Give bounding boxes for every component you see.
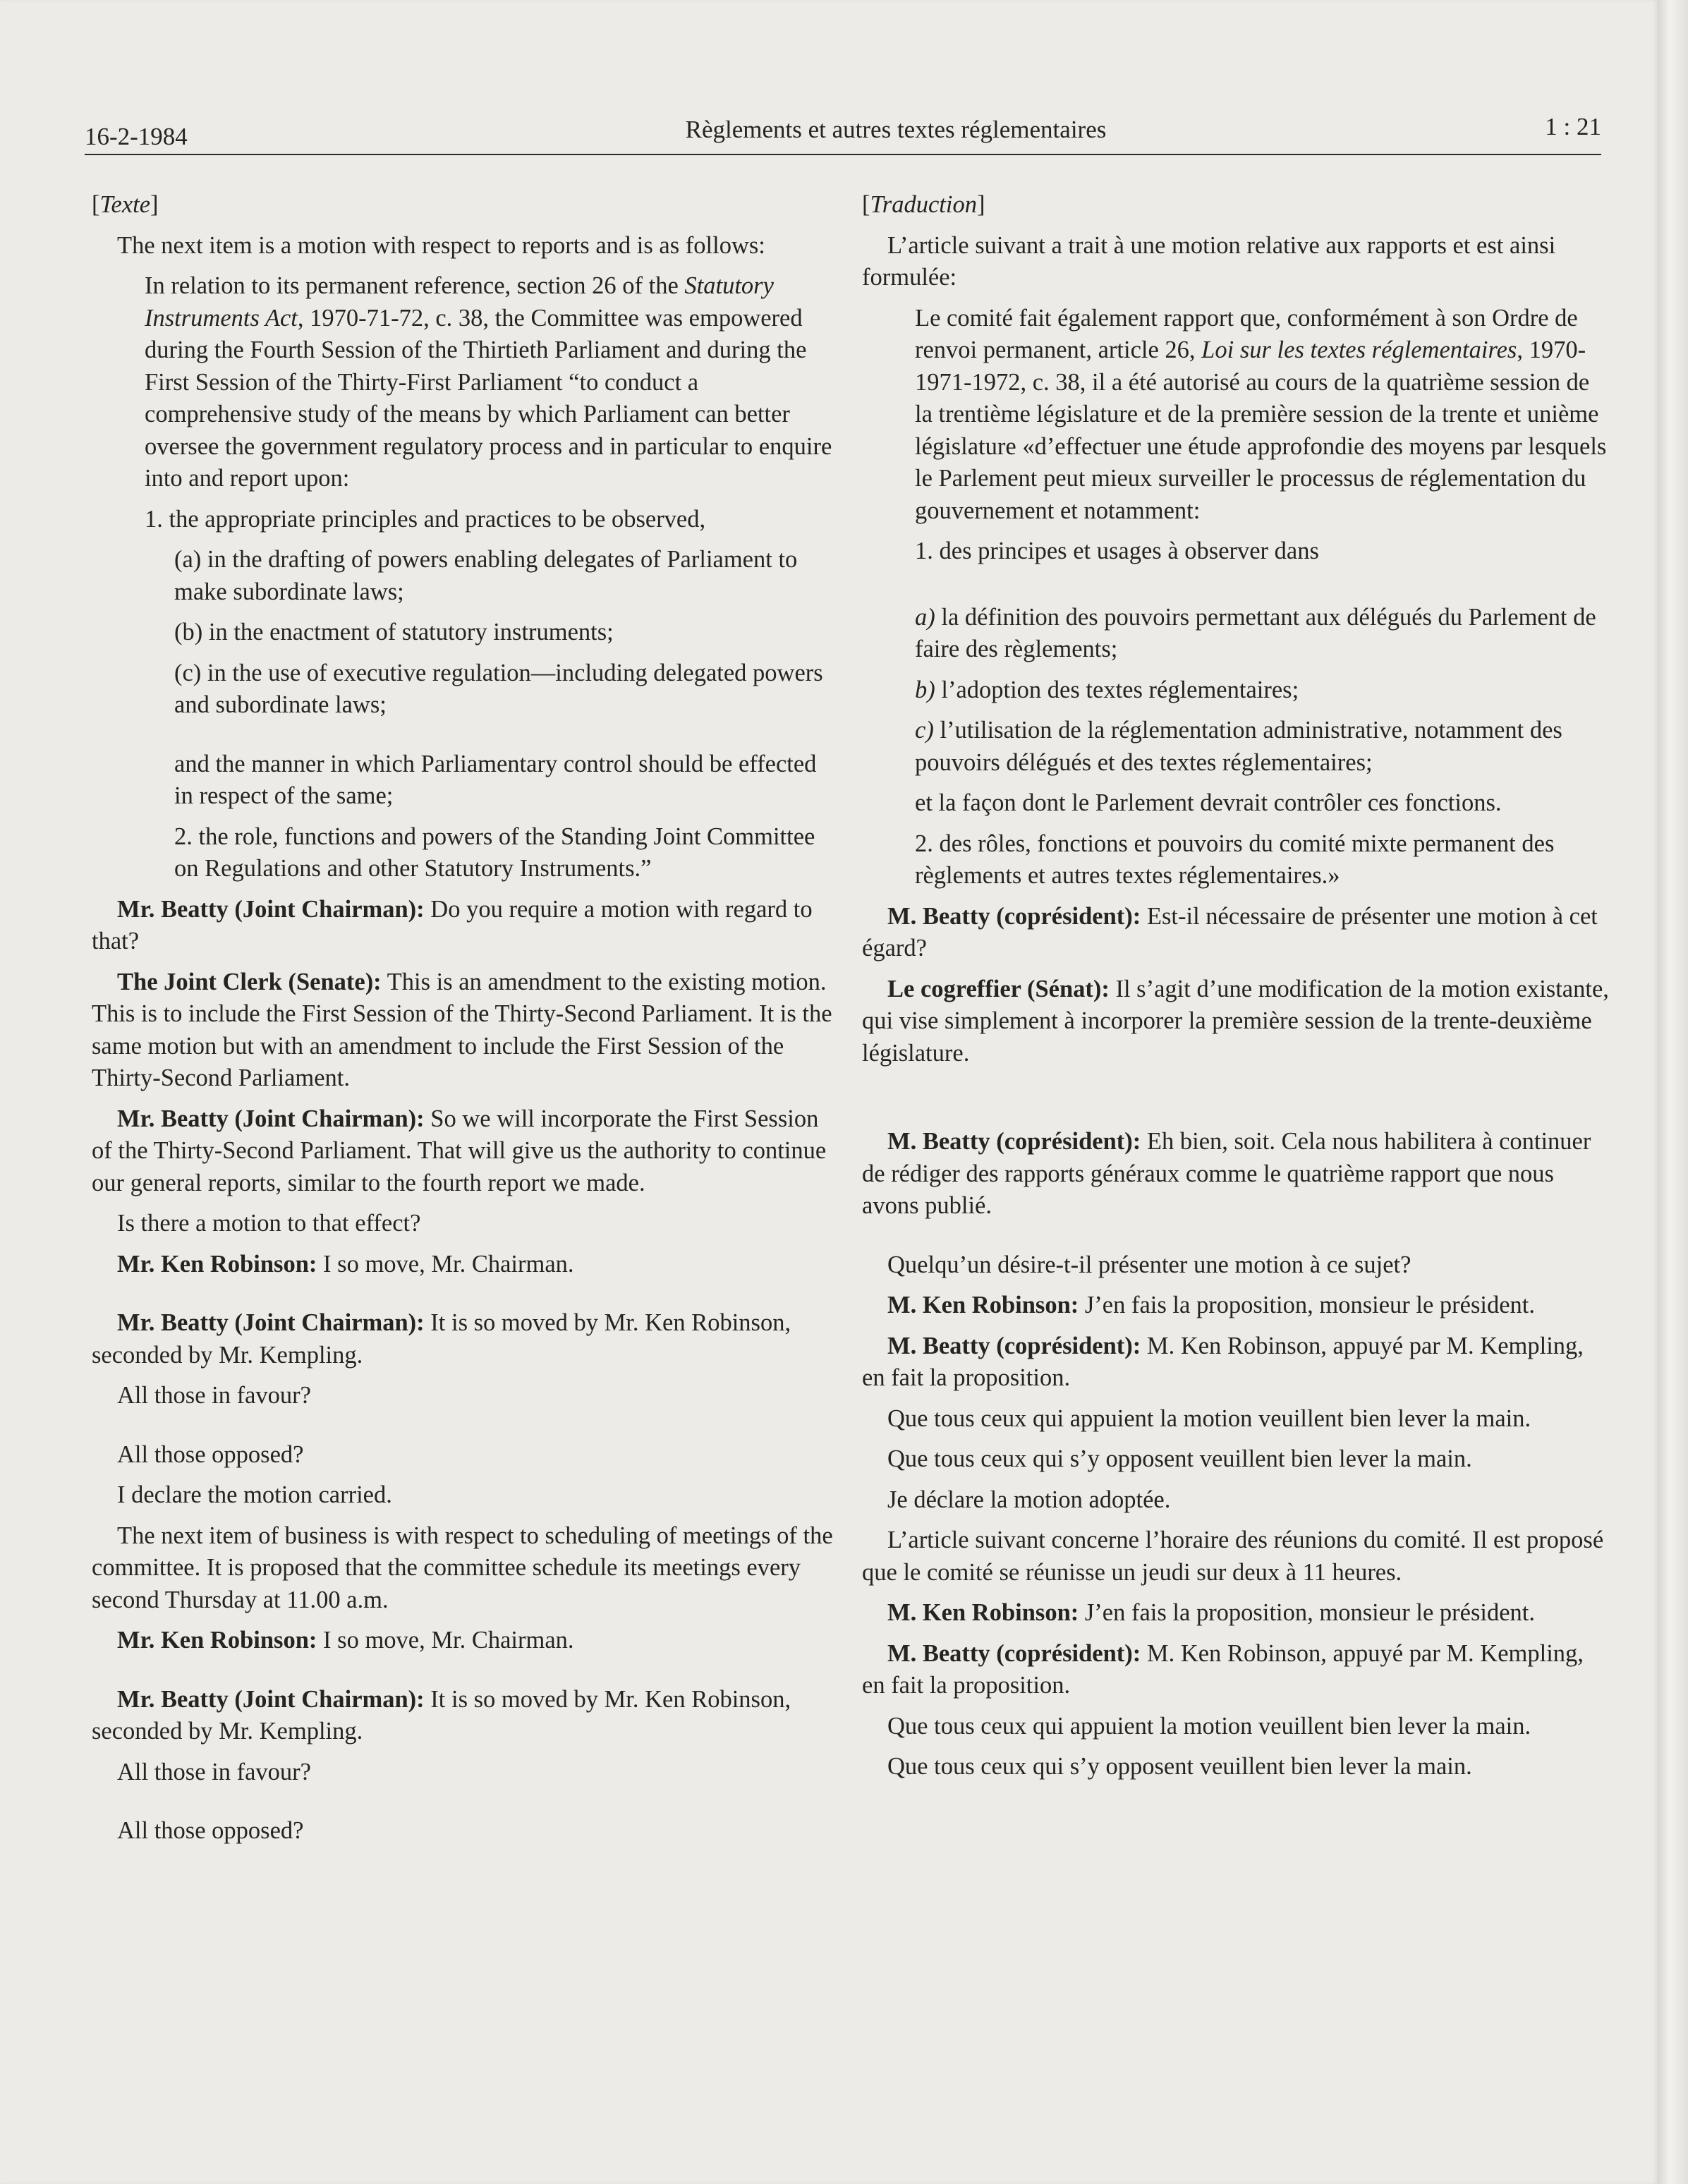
quoted-item: and the manner in which Parliamentary control should be effected in respect of the same;	[174, 750, 817, 809]
paragraph: Que tous ceux qui appuient la motion veuillent bien lever la main.	[887, 1405, 1531, 1432]
column-label: [Traduction]	[862, 191, 985, 218]
paragraph: The next item of business is with respect to scheduling of meetings of the committee. It is proposed that the committee schedule its meetings every second Thursday at 11.00 a.m.	[92, 1522, 833, 1613]
speaker-turn: Mr. Beatty (Joint Chairman): It is so moved by Mr. Ken Robinson, seconded by Mr. Kempling.	[92, 1309, 791, 1369]
paragraph: The next item is a motion with respect to reports and is as follows:	[117, 231, 765, 259]
quoted-item: 2. des rôles, fonctions et pouvoirs du comité mixte permanent des règlements et autres textes réglementaires.»	[915, 830, 1555, 889]
quoted-item: b) l’adoption des textes réglementaires;	[915, 676, 1299, 703]
speaker-turn: Mr. Beatty (Joint Chairman): It is so moved by Mr. Ken Robinson, seconded by Mr. Kempling.	[92, 1685, 791, 1745]
speaker-turn: Mr. Ken Robinson: I so move, Mr. Chairman.	[117, 1250, 574, 1278]
quoted-item: 1. des principes et usages à observer dans	[915, 538, 1319, 564]
header-rule	[85, 154, 1601, 155]
quoted-item: (b) in the enactment of statutory instruments;	[174, 619, 614, 645]
speaker-turn: M. Ken Robinson: J’en fais la proposition, monsieur le président.	[887, 1599, 1535, 1626]
paragraph: Que tous ceux qui appuient la motion veuillent bien lever la main.	[887, 1712, 1531, 1740]
speaker-turn: The Joint Clerk (Senate): This is an amendment to the existing motion. This is to include the First Session of the Thirty-Second Parliament. It is the same motion but with an amendment to include the First Session of the Thirty-Second Parliament.	[92, 968, 832, 1091]
quoted-item: c) l’utilisation de la réglementation administrative, notamment des pouvoirs délégués et des textes réglementaires;	[915, 717, 1562, 776]
speaker-turn: Mr. Beatty (Joint Chairman): Do you require a motion with regard to that?	[92, 895, 813, 954]
speaker-turn: M. Ken Robinson: J’en fais la proposition, monsieur le président.	[887, 1292, 1535, 1318]
paragraph: All those in favour?	[117, 1382, 311, 1409]
running-header	[85, 113, 1601, 155]
speaker-turn: Mr. Ken Robinson: I so move, Mr. Chairman.	[117, 1627, 574, 1654]
quoted-reference: Le comité fait également rapport que, conformément à son Ordre de renvoi permanent, article 26, Loi sur les textes réglementaires, 1970-1971-1972, c. 38, il a été autorisé au cours de la quatrième session de la trentième législature et de la première session de la trente et unième législature «d’effectuer une étude approfondie des moyens par lesquels le Parlement peut mieux surveiller le processus de réglementation du gouvernement et notamment:	[915, 304, 1607, 524]
quoted-item: 1. the appropriate principles and practices to be observed,	[145, 505, 706, 533]
paragraph: I declare the motion carried.	[117, 1481, 392, 1508]
paragraph: Is there a motion to that effect?	[117, 1210, 421, 1237]
paragraph: Je déclare la motion adoptée.	[887, 1486, 1171, 1513]
paragraph: Que tous ceux qui s’y opposent veuillent bien lever la main.	[887, 1753, 1472, 1780]
header-page-number: 1 : 21	[1545, 113, 1601, 140]
speaker-turn: Le cogreffier (Sénat): Il s’agit d’une modification de la motion existante, qui vise simplement à incorporer la première session de la trente-deuxième législature.	[862, 975, 1609, 1067]
english-column	[92, 189, 837, 1856]
speaker-turn: M. Beatty (coprésident): Est-il nécessaire de présenter une motion à cet égard?	[862, 902, 1598, 961]
quoted-reference: In relation to its permanent reference, section 26 of the Statutory Instruments Act, 1970-71-72, c. 38, the Committee was empowered during the Fourth Session of the Thirtieth Parliament and during the First Session of the Thirty-First Parliament “to conduct a comprehensive study of the means by which Parliament can better oversee the government regulatory process and in particular to enquire into and report upon:	[145, 272, 832, 492]
paragraph: L’article suivant a trait à une motion relative aux rapports et est ainsi formulée:	[862, 231, 1556, 291]
column-label: [Texte]	[92, 191, 159, 218]
quoted-item: (a) in the drafting of powers enabling delegates of Parliament to make subordinate laws;	[174, 546, 798, 605]
quoted-item: (c) in the use of executive regulation—including delegated powers and subordinate laws;	[174, 659, 823, 718]
paragraph: L’article suivant concerne l’horaire des réunions du comité. Il est proposé que le comité se réunisse un jeudi sur deux à 11 heures.	[862, 1527, 1604, 1586]
french-column	[862, 189, 1611, 1792]
header-title: Règlements et autres textes réglementaires	[685, 116, 1107, 143]
page-edge	[1658, 0, 1688, 2184]
paragraph: All those in favour?	[117, 1758, 311, 1785]
quoted-item: 2. the role, functions and powers of the Standing Joint Committee on Regulations and other Statutory Instruments.”	[174, 823, 815, 882]
header-date: 16-2-1984	[85, 123, 188, 150]
quoted-item: et la façon dont le Parlement devrait contrôler ces fonctions.	[915, 789, 1502, 816]
paragraph: All those opposed?	[117, 1817, 304, 1844]
quoted-item: a) la définition des pouvoirs permettant aux délégués du Parlement de faire des règlements;	[915, 603, 1596, 662]
speaker-turn: M. Beatty (coprésident): M. Ken Robinson, appuyé par M. Kempling, en fait la proposition.	[862, 1332, 1584, 1391]
speaker-turn: M. Beatty (coprésident): Eh bien, soit. Cela nous habilitera à continuer de rédiger des rapports généraux comme le quatrième rapport que nous avons publié.	[862, 1128, 1591, 1219]
paragraph: Que tous ceux qui s’y opposent veuillent bien lever la main.	[887, 1445, 1472, 1472]
speaker-turn: Mr. Beatty (Joint Chairman): So we will incorporate the First Session of the Thirty-Second Parliament. That will give us the authority to continue our general reports, similar to the fourth report we made.	[92, 1105, 827, 1196]
paragraph: All those opposed?	[117, 1440, 304, 1468]
paragraph: Quelqu’un désire-t-il présenter une motion à ce sujet?	[887, 1251, 1411, 1278]
speaker-turn: M. Beatty (coprésident): M. Ken Robinson, appuyé par M. Kempling, en fait la proposition.	[862, 1639, 1584, 1699]
